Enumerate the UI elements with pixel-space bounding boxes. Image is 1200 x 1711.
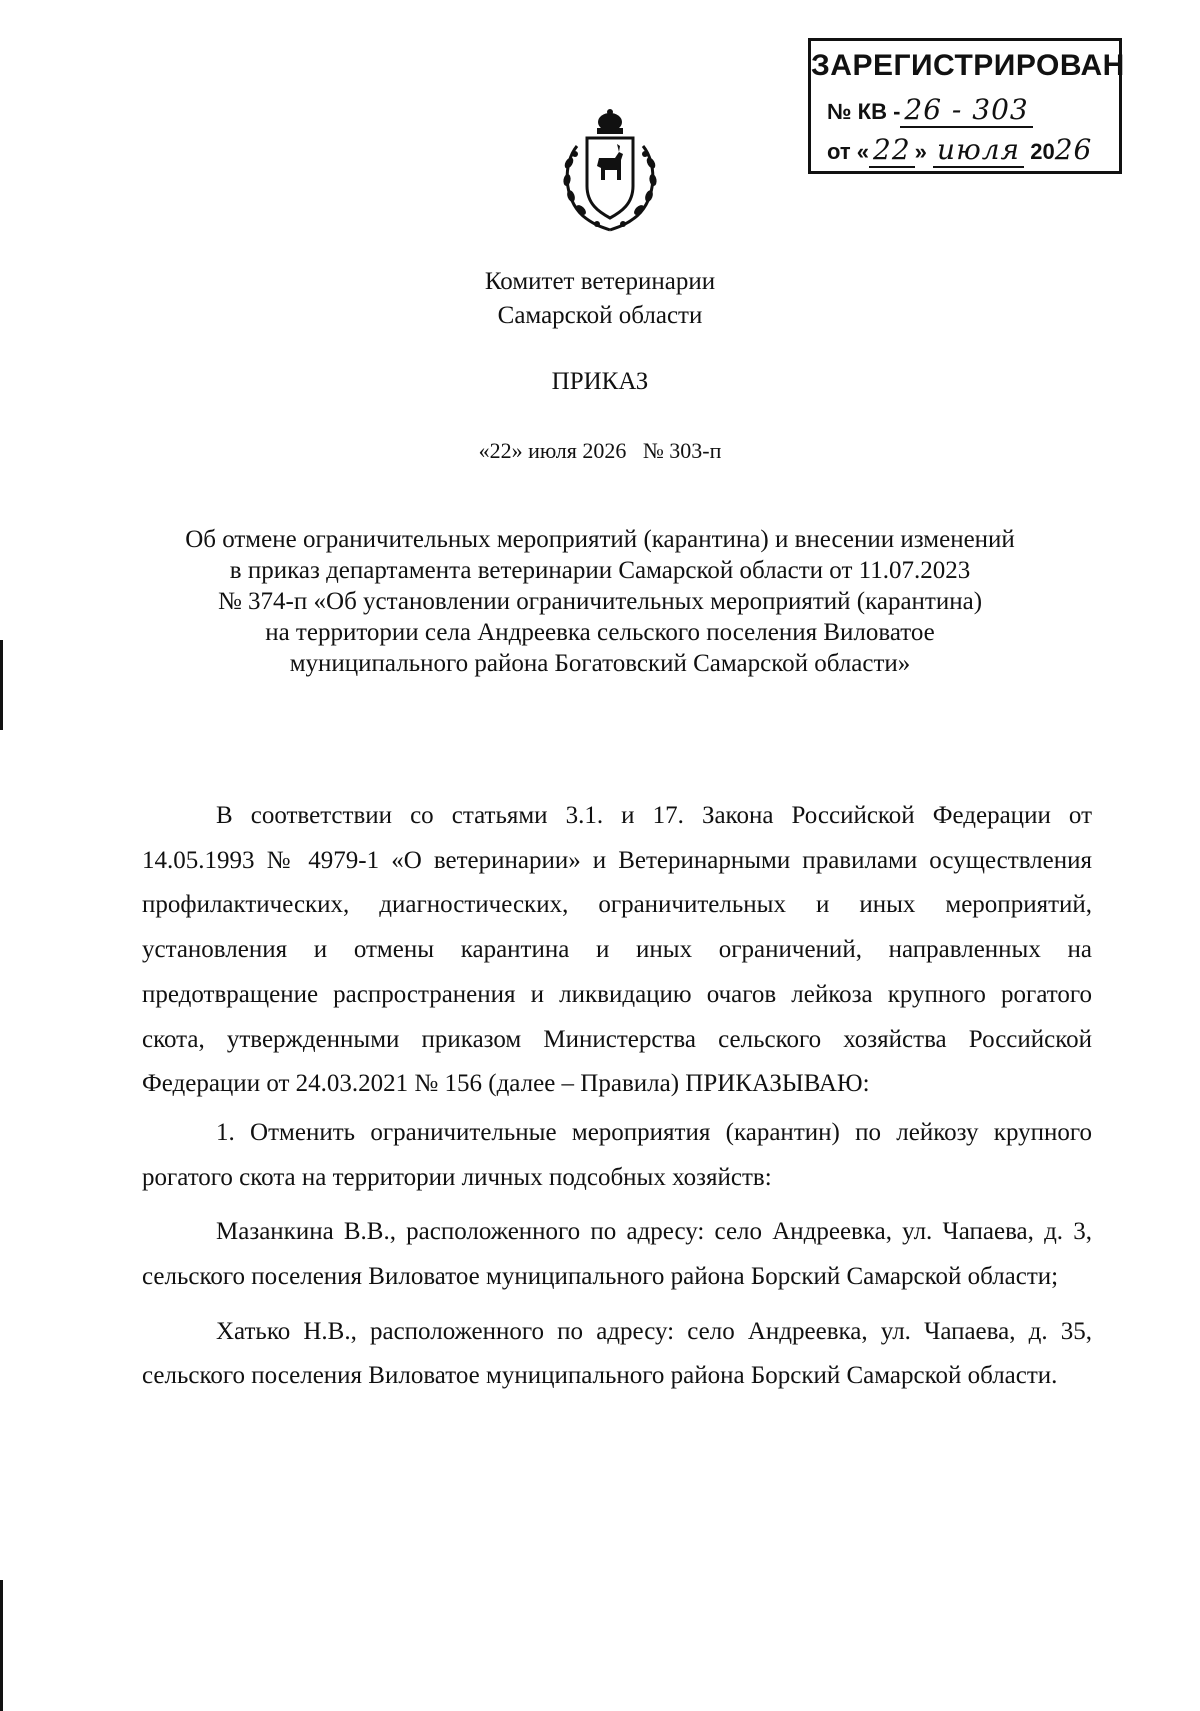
stamp-title: ЗАРЕГИСТРИРОВАН — [811, 49, 1125, 82]
registration-stamp — [808, 38, 1125, 174]
title-line-2: в приказ департамента ветеринарии Самарской области от 11.07.2023 — [229, 557, 971, 584]
stamp-date-year-suffix: 26 — [1054, 133, 1093, 166]
preamble-paragraph: В соответствии со статьями 3.1. и 17. Закона Российской Федерации от 14.05.1993 № 4979-1 «О ветеринарии» и Ветеринарными правилами осуществления профилактических, диагностических, ограничительных и иных мероприятий, установления и отмены карантина и иных ограничений, направленных на предотвращение распространения и ликвидацию очагов лейкоза крупного рогатого скота, утвержденными приказом Министерства сельского хозяйства Российской Федерации от 24.03.2021 № 156 (далее – Правила) ПРИКАЗЫВАЮ: — [142, 802, 1092, 1098]
org-line-2: Самарской области — [497, 302, 703, 329]
title-line-3: № 374-п «Об установлении ограничительных мероприятий (карантина) — [217, 588, 983, 615]
org-line-1: Комитет ветеринарии — [484, 268, 716, 295]
title-line-5: муниципального района Богатовский Самарской области» — [289, 650, 911, 677]
title-line-1: Об отмене ограничительных мероприятий (карантина) и внесении изменений — [185, 526, 1015, 553]
document-body — [142, 794, 1092, 1399]
order-item-1: 1. Отменить ограничительные мероприятия (карантин) по лейкозу крупного рогатого скота на территории личных подсобных хозяйств: — [142, 1118, 1092, 1191]
stamp-date-mid: » — [914, 139, 927, 164]
stamp-date-day: 22 — [869, 133, 915, 168]
stamp-date-prefix: от « — [827, 139, 870, 164]
stamp-date-row — [827, 133, 1092, 168]
document-date-number: «22» июля 2026 № 303-п — [478, 438, 722, 463]
household-entry-1: Мазанкина В.В., расположенного по адресу: село Андреевка, ул. Чапаева, д. 3, сельского поселения Виловатое муниципального района Борский Самарской области; — [142, 1218, 1092, 1291]
stamp-number-prefix: № КВ - — [827, 99, 901, 124]
household-entry-2: Хатько Н.В., расположенного по адресу: село Андреевка, ул. Чапаева, д. 35, сельского поселения Виловатое муниципального района Борский Самарской области. — [142, 1317, 1092, 1390]
title-line-4: на территории села Андреевка сельского поселения Виловатое — [265, 619, 935, 646]
document-type: ПРИКАЗ — [551, 368, 649, 395]
organization-name — [0, 265, 1200, 333]
document-title — [0, 524, 1200, 679]
stamp-date-month: июля — [933, 133, 1024, 168]
stamp-date-year-prefix: 20 — [1030, 139, 1055, 164]
scan-edge-line — [0, 1580, 3, 1711]
stamp-number-row — [827, 93, 1033, 128]
samara-coat-of-arms-icon — [555, 108, 665, 234]
stamp-number-value: 26 - 303 — [900, 93, 1032, 128]
